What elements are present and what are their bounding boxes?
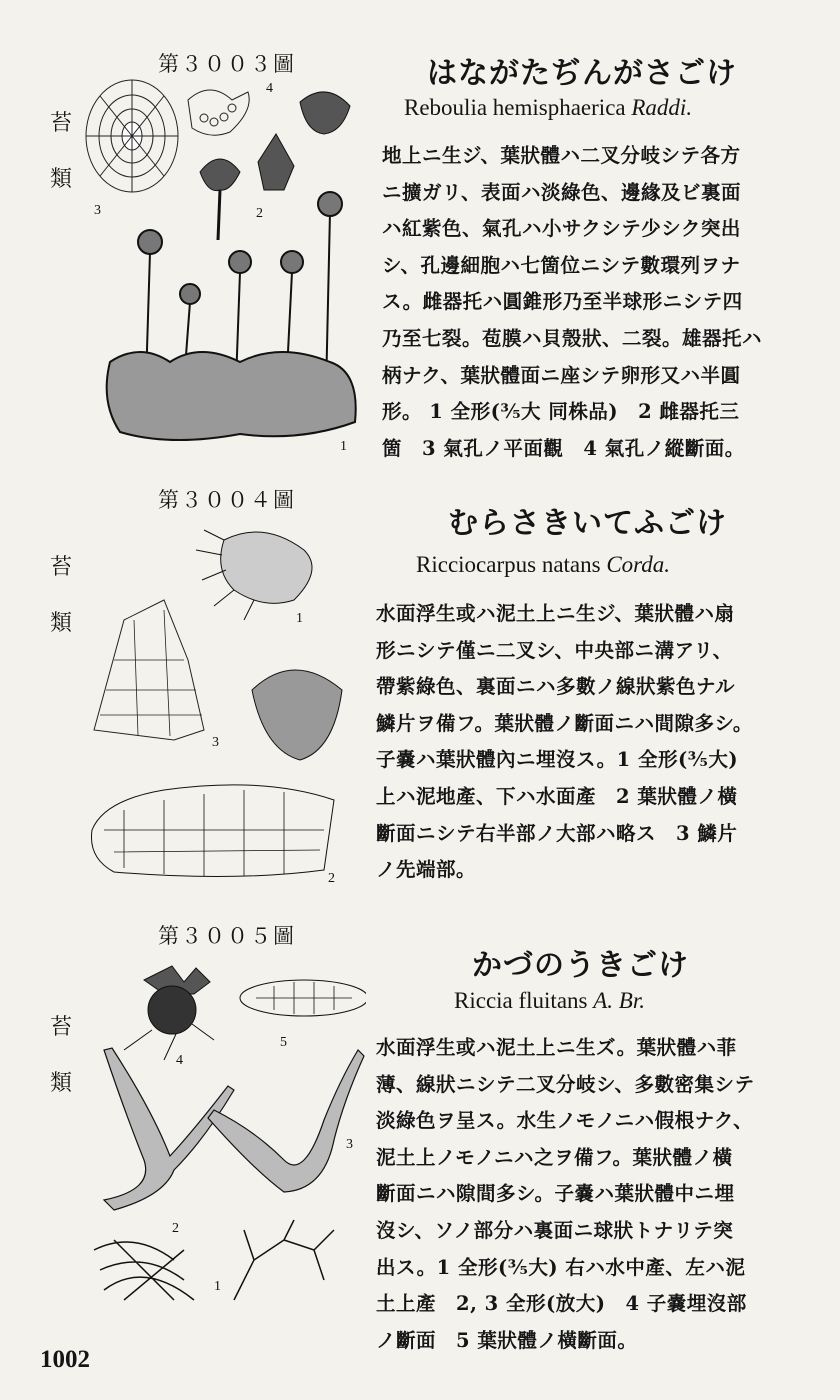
- description-line: 水面浮生或ハ泥土上ニ生ズ。葉狀體ハ菲: [376, 1036, 737, 1059]
- description-line: 斷面ニシテ右半部ノ大部ハ略ス 3 鱗片: [376, 821, 738, 845]
- callout-3: 3: [346, 1137, 353, 1152]
- callout-1: 1: [296, 611, 303, 626]
- category-char: 苔: [49, 111, 72, 136]
- figure-label-3003: 第３００３圖: [158, 52, 296, 76]
- receptacle-drawings: [200, 92, 350, 240]
- description-line: ニ擴ガリ、表面ハ淡綠色、邊緣及ビ裏面: [382, 180, 742, 204]
- species-name-latin: [404, 95, 692, 121]
- callout-1: 1: [214, 1279, 221, 1294]
- category-label: [48, 96, 74, 208]
- description-line: 出ス。1 全形(⅗大) 右ハ水中產、左ハ泥: [376, 1255, 746, 1279]
- latin-author: Raddi.: [631, 95, 693, 120]
- description-line: シ、孔邊細胞ハ七箇位ニシテ數環列ヲナ: [382, 253, 741, 277]
- species-name-latin: [454, 988, 645, 1014]
- description-3005: [376, 1030, 784, 1359]
- callout-2: 2: [328, 871, 335, 886]
- description-line: 薄、線狀ニシテ二叉分岐シ、多數密集シテ: [376, 1072, 755, 1096]
- callout-2: 2: [256, 206, 263, 221]
- latin-author: A. Br.: [593, 988, 645, 1013]
- branching-thallus-drawings: [104, 1048, 364, 1210]
- illustration-ricciocarpus: [84, 510, 364, 890]
- description-line: 乃至七裂。苞膜ハ貝殼狀、二裂。雄器托ハ: [382, 326, 763, 350]
- illustration-reboulia: [80, 62, 372, 466]
- callout-2: 2: [172, 1221, 179, 1236]
- illustration-riccia: [84, 960, 366, 1320]
- category-char: 類: [49, 611, 72, 636]
- description-line: 上ハ泥地產、下ハ水面產 2 葉狀體ノ橫: [376, 784, 738, 808]
- callout-4: 4: [176, 1053, 183, 1068]
- category-char: 苔: [49, 555, 72, 580]
- description-line: 土上產 2, 3 全形(放大) 4 子嚢埋沒部: [376, 1292, 747, 1316]
- description-line: 形ニシテ僅ニ二叉シ、中央部ニ溝アリ、: [376, 638, 733, 662]
- page-number: 1002: [40, 1346, 90, 1373]
- description-line: ス。雌器托ハ圓錐形乃至半球形ニシテ四: [382, 290, 743, 314]
- callout-1: 1: [340, 439, 347, 454]
- species-name-jp: はながたぢんがさごけ: [427, 56, 737, 91]
- description-line: 沒シ、ソノ部分ハ裏面ニ球狀トナリテ突: [376, 1218, 734, 1242]
- scale-tip-drawing: [94, 600, 204, 740]
- description-line: 箇 3 氣孔ノ平面觀 4 氣孔ノ縱斷面。: [382, 436, 745, 460]
- description-line: ノ先端部。: [376, 858, 477, 882]
- callout-3: 3: [94, 203, 101, 218]
- callout-5: 5: [280, 1035, 287, 1050]
- thallus-drawing: [196, 530, 312, 620]
- sporangium-section-drawing: [124, 966, 214, 1060]
- description-line: 鱗片ヲ備フ。葉狀體ノ斷面ニハ間隙多シ。: [376, 711, 753, 735]
- figure-label-3005: 第３００５圖: [158, 924, 296, 948]
- species-name-jp: むらさきいてふごけ: [448, 506, 727, 541]
- description-line: 泥土上ノモノニハ之ヲ備フ。葉狀體ノ橫: [376, 1145, 733, 1169]
- cross-section-drawing: [91, 785, 334, 877]
- latin-genus-species: Reboulia hemisphaerica: [404, 95, 626, 120]
- species-name-jp: かづのうきごけ: [472, 948, 689, 983]
- scale-closeup-drawing: [252, 670, 342, 760]
- stoma-surface-drawing: [86, 80, 178, 192]
- stoma-section-drawing: [188, 90, 249, 135]
- category-char: 類: [49, 167, 72, 192]
- latin-genus-species: Ricciocarpus natans: [416, 552, 601, 577]
- description-line: 形。 1 全形(⅗大 同株品) 2 雌器托三: [382, 400, 740, 424]
- callout-4: 4: [266, 81, 273, 96]
- latin-genus-species: Riccia fluitans: [454, 988, 588, 1013]
- description-3003: [382, 138, 790, 467]
- callout-3: 3: [212, 735, 219, 750]
- description-line: 地上ニ生ジ、葉狀體ハ二叉分岐シテ各方: [382, 144, 741, 167]
- category-label: [48, 1000, 74, 1112]
- description-line: 子嚢ハ葉狀體內ニ埋沒ス。1 全形(⅗大): [376, 748, 739, 772]
- species-name-latin: [416, 552, 670, 578]
- description-3004: [376, 596, 784, 889]
- description-line: 斷面ニハ隙間多シ。子嚢ハ葉狀體中ニ埋: [376, 1182, 735, 1206]
- category-label: [48, 540, 74, 652]
- thallus-section-drawing: [240, 980, 366, 1016]
- category-char: 苔: [49, 1015, 72, 1040]
- description-line: 柄ナク、葉狀體面ニ座シテ卵形又ハ半圓: [382, 363, 741, 387]
- description-line: 水面浮生或ハ泥土上ニ生ジ、葉狀體ハ扇: [376, 602, 735, 625]
- description-line: ノ斷面 5 葉狀體ノ橫斷面。: [376, 1328, 638, 1352]
- category-char: 類: [49, 1071, 72, 1096]
- plant-drawing: [107, 192, 356, 440]
- description-line: 淡綠色ヲ呈ス。水生ノモノニハ假根ナク、: [376, 1109, 754, 1133]
- description-line: 帶紫綠色、裏面ニハ多數ノ線狀紫色ナル: [376, 675, 736, 699]
- figure-label-3004: 第３００４圖: [158, 488, 296, 512]
- description-line: ハ紅紫色、氣孔ハ小サクシテ少シク突出: [382, 217, 741, 241]
- latin-author: Corda.: [606, 552, 671, 577]
